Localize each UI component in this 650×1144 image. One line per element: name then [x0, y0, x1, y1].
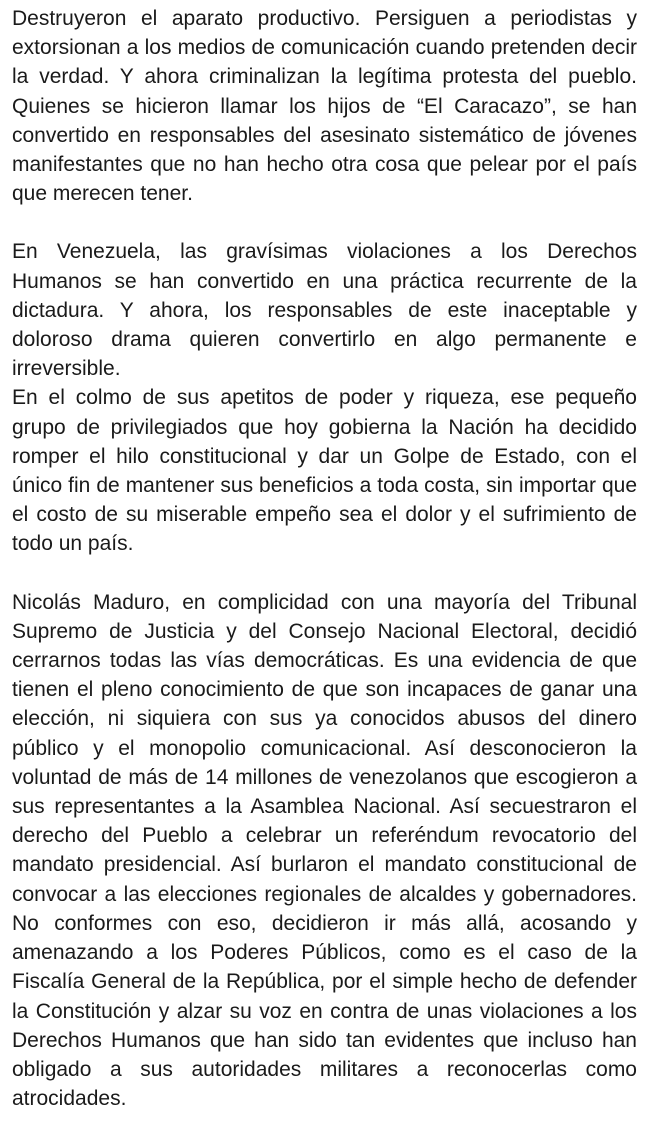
- paragraph-3: En el colmo de sus apetitos de poder y riqueza, ese pequeño grupo de privilegiados que hoy gobierna la Nación ha decidido romper el hilo constitucional y dar un Golpe de Estado, con el único fin de mantener sus beneficios a toda costa, sin importar que el costo de su miserable empeño sea el dolor y el sufrimiento de todo un país.: [12, 386, 637, 556]
- paragraph-2: En Venezuela, las gravísimas violaciones a los Derechos Humanos se han convertido en una práctica recurrente de la dictadura. Y ahora, los responsables de este inaceptable y doloroso drama quieren convertirlo en algo permanente e irreversible.: [12, 240, 637, 381]
- paragraph-4: Nicolás Maduro, en complicidad con una mayoría del Tribunal Supremo de Justicia y del Consejo Nacional Electoral, decidió cerrarnos todas las vías democráticas. Es una evidencia de que tienen el pleno conocimiento de que son incapaces de ganar una elección, ni siquiera con sus ya conocidos abusos del dinero público y el monopolio comunicacional. Así desconocieron la voluntad de más de 14 millones de venezolanos que escogieron a sus representantes a la Asamblea Nacional. Así secuestraron el derecho del Pueblo a celebrar un referéndum revocatorio del mandato presidencial. Así burlaron el mandato constitucional de convocar a las elecciones regionales de alcaldes y gobernadores. No conformes con eso, decidieron ir más allá, acosando y amenazando a los Poderes Públicos, como es el caso de la Fiscalía General de la República, por el simple hecho de defender la Constitución y alzar su voz en contra de unas violaciones a los Derechos Humanos que han sido tan evidentes que incluso han obligado a sus autoridades militares a reconocerlas como atrocidades.: [12, 590, 637, 1111]
- document-page: [0, 4, 650, 1144]
- paragraph-1: Destruyeron el aparato productivo. Persiguen a periodistas y extorsionan a los medios de comunicación cuando pretenden decir la verdad. Y ahora criminalizan la legítima protesta del pueblo. Quienes se hicieron llamar los hijos de “El Caracazo”, se han convertido en responsables del asesinato sistemático de jóvenes manifestantes que no han hecho otra cosa que pelear por el país que merecen tener.: [12, 7, 637, 206]
